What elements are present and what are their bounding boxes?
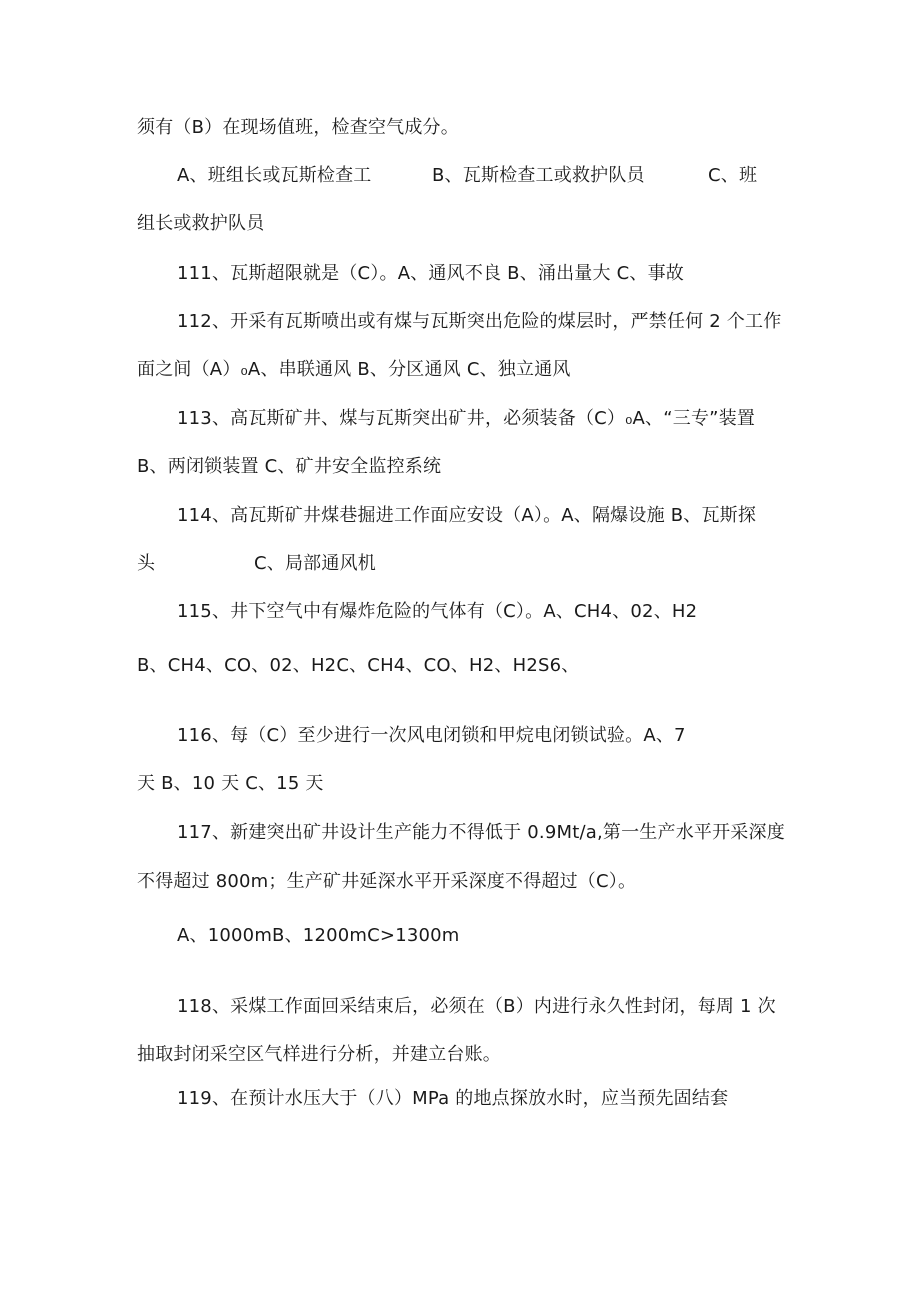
question-115: 115、井下空气中有爆炸危险的气体有（C）。A、CH4、02、H2 — [177, 601, 698, 622]
question-119: 119、在预计水压大于（八）MPa 的地点探放水时，应当预先固结套 — [177, 1088, 729, 1109]
option-b-line: B、瓦斯检查工或救护队员 — [432, 165, 645, 186]
option-a-line: A、班组长或瓦斯检查工 — [177, 165, 372, 186]
option-c-line: C、班 — [708, 165, 758, 186]
question-118: 118、采煤工作面回采结束后，必须在（B）内进行永久性封闭，每周 1 次 — [177, 996, 776, 1017]
question-118-cont: 抽取封闭采空区气样进行分析，并建立台账。 — [137, 1044, 501, 1065]
question-114: 114、高瓦斯矿井煤巷掘进工作面应安设（A）。A、隔爆设施 B、瓦斯探 — [177, 505, 757, 526]
text-line-1: 须有（B）在现场值班，检查空气成分。 — [137, 117, 459, 138]
question-117-cont: 不得超过 800m；生产矿井延深水平开采深度不得超过（C）。 — [137, 871, 637, 892]
question-111: 111、瓦斯超限就是（C）。A、通风不良 B、涌出量大 C、事故 — [177, 263, 684, 284]
question-116: 116、每（C）至少进行一次风电闭锁和甲烷电闭锁试验。A、7 — [177, 725, 686, 746]
question-117: 117、新建突出矿井设计生产能力不得低于 0.9Mt∕a,第一生产水平开采深度 — [177, 822, 785, 843]
question-112: 112、开采有瓦斯喷出或有煤与瓦斯突出危险的煤层时，严禁任何 2 个工作 — [177, 311, 782, 332]
question-113-cont: B、两闭锁装置 C、矿井安全监控系统 — [137, 456, 442, 477]
question-114-option-c: C、局部通风机 — [254, 553, 376, 574]
question-112-cont: 面之间（A）₀A、串联通风 B、分区通风 C、独立通风 — [137, 359, 571, 380]
text-line-option-c-cont: 组长或救护队员 — [137, 213, 265, 234]
question-116-cont: 天 B、10 天 C、15 天 — [137, 773, 324, 794]
question-113: 113、高瓦斯矿井、煤与瓦斯突出矿井，必须装备（C）₀A、“三专”装置 — [177, 408, 756, 429]
question-117-options: A、1000mB、1200mC>1300m — [177, 925, 460, 946]
question-115-cont: B、CH4、CO、02、H2C、CH4、CO、H2、H2S6、 — [137, 655, 580, 676]
question-114-cont: 头 — [137, 553, 156, 574]
